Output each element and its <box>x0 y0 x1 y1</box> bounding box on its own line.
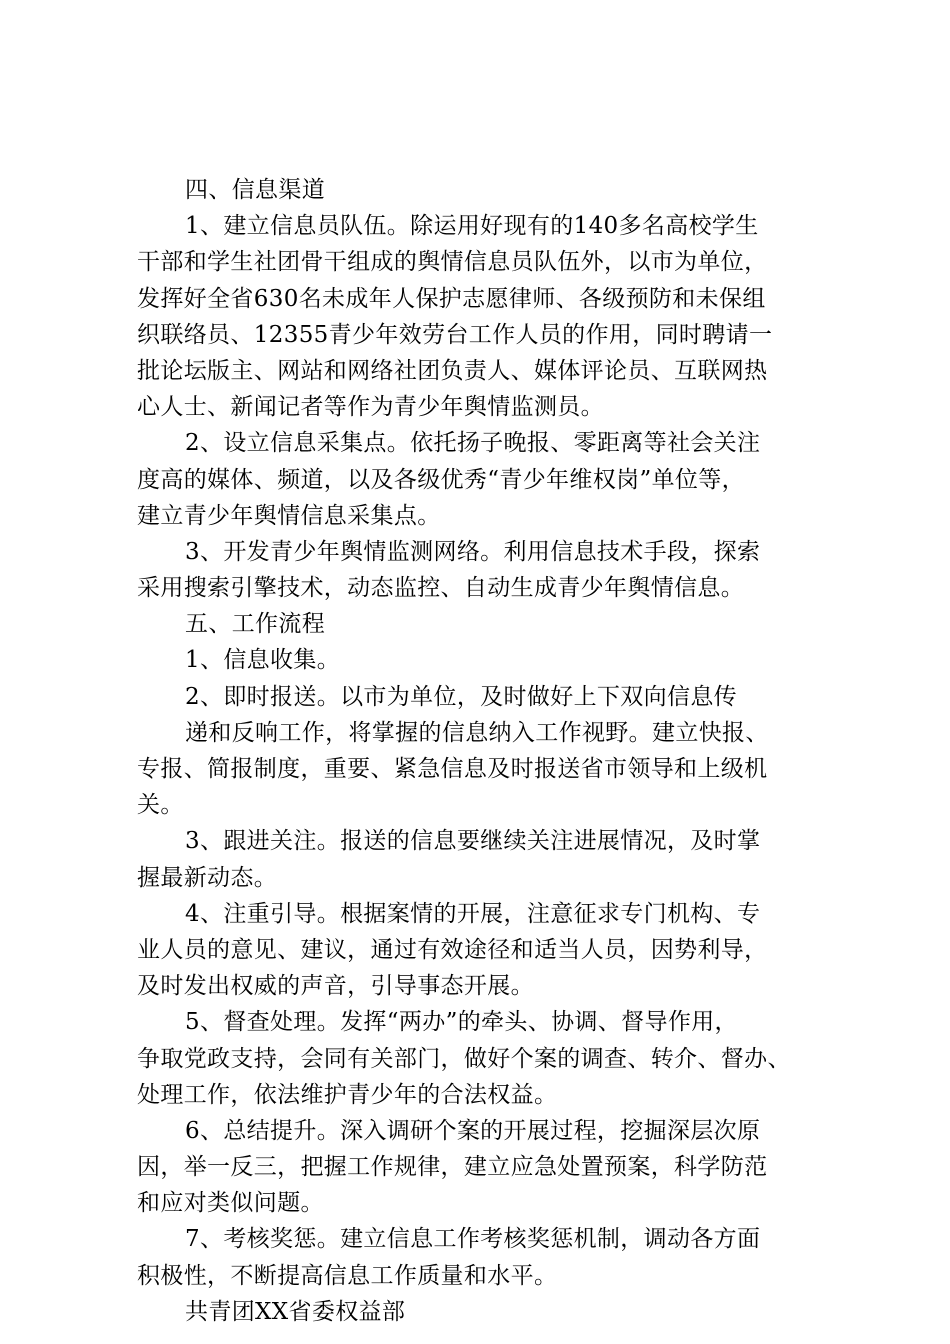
text-line: 握最新动态。 <box>137 864 278 891</box>
text-line: 积极性，不断提高信息工作质量和水平。 <box>137 1262 558 1289</box>
document-body <box>137 172 837 1330</box>
text-line: 5、督查处理。发挥“两办”的牵头、协调、督导作用， <box>185 1009 738 1036</box>
text-line: 度高的媒体、频道，以及各级优秀“青少年维权岗”单位等， <box>137 466 745 493</box>
text-line: 共青团XX省委权益部 <box>185 1298 406 1325</box>
text-line: 批论坛版主、网站和网络社团负责人、媒体评论员、互联网热 <box>137 357 768 384</box>
text-line: 争取党政支持，会同有关部门，做好个案的调查、转介、督办、 <box>137 1045 791 1072</box>
text-line: 4、注重引导。根据案情的开展，注意征求专门机构、专 <box>185 900 761 927</box>
text-line: 1、建立信息员队伍。除运用好现有的140多名高校学生 <box>185 213 759 240</box>
text-line: 6、总结提升。深入调研个案的开展过程，挖掘深层次原 <box>185 1117 761 1144</box>
text-line: 建立青少年舆情信息采集点。 <box>137 502 441 529</box>
text-line: 2、即时报送。以市为单位，及时做好上下双向信息传 <box>185 683 738 710</box>
text-line: 干部和学生社团骨干组成的舆情信息员队伍外，以市为单位， <box>137 249 768 276</box>
text-line: 发挥好全省630名未成年人保护志愿律师、各级预防和未保组 <box>137 285 766 312</box>
text-line: 五、工作流程 <box>185 611 326 638</box>
text-line: 3、开发青少年舆情监测网络。利用信息技术手段，探索 <box>185 538 761 565</box>
text-line: 专报、简报制度，重要、紧急信息及时报送省市领导和上级机 <box>137 756 768 782</box>
text-line: 1、信息收集。 <box>185 647 341 674</box>
text-line: 2、设立信息采集点。依托扬子晚报、零距离等社会关注 <box>185 430 761 457</box>
text-line: 及时发出权威的声音，引导事态开展。 <box>137 973 534 1000</box>
text-line: 和应对类似问题。 <box>137 1190 324 1217</box>
text-line: 关。 <box>137 792 184 819</box>
text-line: 处理工作，依法维护青少年的合法权益。 <box>137 1081 558 1108</box>
text-line: 心人士、新闻记者等作为青少年舆情监测员。 <box>137 394 604 421</box>
text-line: 业人员的意见、建议，通过有效途径和适当人员，因势利导， <box>137 936 768 963</box>
text-line: 3、跟进关注。报送的信息要继续关注进展情况，及时掌 <box>185 828 761 855</box>
text-line: 7、考核奖惩。建立信息工作考核奖惩机制，调动各方面 <box>185 1226 761 1253</box>
text-line: 织联络员、12355青少年效劳台工作人员的作用，同时聘请一 <box>137 321 773 348</box>
text-line: 四、信息渠道 <box>185 177 326 203</box>
text-line: 递和反响工作，将掌握的信息纳入工作视野。建立快报、 <box>185 719 769 746</box>
text-line: 采用搜索引擎技术，动态监控、自动生成青少年舆情信息。 <box>137 575 745 602</box>
text-line: 因，举一反三，把握工作规律，建立应急处置预案，科学防范 <box>137 1154 768 1181</box>
